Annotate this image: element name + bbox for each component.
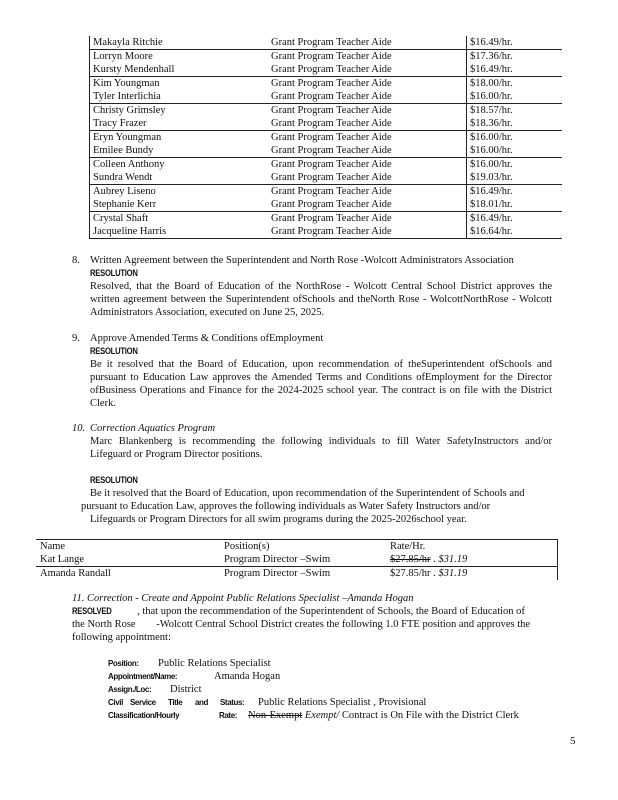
cell-rate: $16.49/hr. xyxy=(467,185,563,199)
table-row xyxy=(90,212,563,226)
item-title: Correction - Create and Appoint Public Relations Specialist –Amanda Hogan xyxy=(86,593,414,604)
grant-aide-staff-table xyxy=(89,36,562,239)
agenda-item-9 xyxy=(72,332,552,410)
table-row xyxy=(90,225,563,239)
cell-position: Grant Program Teacher Aide xyxy=(271,118,392,129)
cell-rate: $18.01/hr. xyxy=(467,198,563,212)
cell-position: Program Director –Swim xyxy=(220,567,386,581)
resolution-label: RESOLUTION xyxy=(90,346,138,356)
page-number: 5 xyxy=(570,735,576,747)
cell-name: Amanda Randall xyxy=(36,567,220,581)
resolved-line-2 xyxy=(72,618,530,631)
resolution-label-text: RESOLUTION xyxy=(90,475,138,485)
table-row xyxy=(90,90,563,104)
table-row xyxy=(90,77,563,91)
name-label: Appointment/Name: xyxy=(108,672,178,681)
rate-new: $31.19 xyxy=(438,554,468,565)
cell-position: Grant Program Teacher Aide xyxy=(271,64,392,75)
civil-label-word: Status: xyxy=(220,698,245,707)
resolution-text-line-2: pursuant to Education Law, approves the following individuals as Water Safety Instructors and/or xyxy=(81,501,491,512)
resolved-line-1 xyxy=(72,605,525,618)
header-position: Position(s) xyxy=(220,540,386,554)
classification-label: Classification/Hourly xyxy=(108,711,180,720)
table-row xyxy=(90,36,563,50)
table-header-row xyxy=(36,540,558,554)
agenda-item-11-title xyxy=(72,592,414,605)
resolved-text-2b: -Wolcott Central School District creates the following 1.0 FTE position and approves the xyxy=(156,619,531,630)
cell-name: Kim Youngman xyxy=(90,77,269,91)
item-number: 11. xyxy=(72,593,85,604)
cell-rate: $16.00/hr. xyxy=(467,90,563,104)
table-row xyxy=(90,144,563,158)
resolved-line-3: following appointment: xyxy=(72,632,171,643)
cell-name: Kursty Mendenhall xyxy=(90,63,269,77)
cell-rate xyxy=(386,567,558,581)
rate-sep: . xyxy=(430,554,439,565)
table-row xyxy=(90,198,563,212)
cell-position: Grant Program Teacher Aide xyxy=(268,185,467,199)
cell-rate: $18.36/hr. xyxy=(467,117,563,131)
resolution-text: Be it resolved that the Board of Education, upon recommendation of theSuperintendent ofSchools and pursuant to Education Law approves the Amended Terms and Conditions ofEmployment for the Director ofBusiness Operations and Finance for the 2024-2025 school year. The contract is on file with the District Clerk. xyxy=(90,359,552,409)
classification-row xyxy=(108,709,558,722)
assign-value: District xyxy=(170,684,202,695)
cell-name: Aubrey Liseno xyxy=(90,185,269,199)
cell-name: Christy Grimsley xyxy=(90,104,269,118)
cell-name: Colleen Anthony xyxy=(90,158,269,172)
cell-name: Makayla Ritchie xyxy=(90,36,269,50)
cell-rate xyxy=(386,553,558,567)
cell-position: Grant Program Teacher Aide xyxy=(268,77,467,91)
item-title: Correction Aquatics Program xyxy=(90,423,216,434)
classification-struck: Non-Exempt xyxy=(248,710,303,721)
cell-name: Lorryn Moore xyxy=(90,50,269,64)
civil-label-word: and xyxy=(195,698,209,707)
cell-rate: $17.36/hr. xyxy=(467,50,563,64)
table-row xyxy=(90,185,563,199)
resolved-label: RESOLVED xyxy=(72,606,112,616)
resolved-text-2a: the North Rose xyxy=(72,619,136,630)
assign-label: Assign./Loc: xyxy=(108,685,152,694)
cell-position: Program Director –Swim xyxy=(224,554,331,565)
table-row xyxy=(90,104,563,118)
cell-rate: $16.00/hr. xyxy=(467,144,563,158)
table-row xyxy=(90,131,563,145)
cell-position: Grant Program Teacher Aide xyxy=(271,37,392,48)
cell-position: Grant Program Teacher Aide xyxy=(271,91,392,102)
cell-name: Kat Lange xyxy=(40,554,85,565)
rate-new: $31.19 xyxy=(438,568,468,579)
appointment-name-row xyxy=(108,670,558,683)
resolved-text-1: , that upon the recommendation of the Superintendent of Schools, the Board of Education of xyxy=(137,606,525,617)
agenda-item-8 xyxy=(72,254,552,319)
aquatics-staff-table xyxy=(36,539,558,580)
cell-rate: $18.00/hr. xyxy=(467,77,563,91)
resolution-text: Resolved, that the Board of Education of the NorthRose - Wolcott Central School District approves the written agreement between the Superintendent ofSchools and theNorth Rose - WolcottNorthRose - Wolcott Administrators Association, executed on June 25, 2025. xyxy=(90,281,552,318)
classification-value xyxy=(248,709,519,722)
civil-label-word: Title xyxy=(168,698,183,707)
cell-position: Grant Program Teacher Aide xyxy=(268,50,467,64)
table-row xyxy=(90,171,563,185)
agenda-item-10 xyxy=(72,422,552,461)
table-row xyxy=(36,567,558,581)
item-title: Written Agreement between the Superintendent and North Rose -Wolcott Administrators Association xyxy=(90,255,514,266)
cell-rate: $16.49/hr. xyxy=(467,36,563,50)
cell-name: Tyler Interlichia xyxy=(90,90,269,104)
classification-new: Exempt/ xyxy=(304,710,340,721)
cell-position: Grant Program Teacher Aide xyxy=(268,212,467,226)
cell-rate: $16.00/hr. xyxy=(467,131,563,145)
rate-old: $27.85/hr xyxy=(390,554,431,565)
cell-rate: $19.03/hr. xyxy=(467,171,563,185)
cell-position: Grant Program Teacher Aide xyxy=(268,158,467,172)
item-number: 10. xyxy=(72,423,86,434)
resolution-label: RESOLUTION xyxy=(90,268,138,278)
item-number: 9. xyxy=(72,333,80,344)
cell-rate: $16.49/hr. xyxy=(467,212,563,226)
position-row xyxy=(108,657,558,670)
cell-rate: $16.00/hr. xyxy=(467,158,563,172)
item-number: 8. xyxy=(72,255,80,266)
civil-label-word: Civil xyxy=(108,698,123,707)
header-rate: Rate/Hr. xyxy=(386,540,558,554)
cell-name: Eryn Youngman xyxy=(90,131,269,145)
civil-label-word: Service xyxy=(130,698,156,707)
resolution-label xyxy=(90,474,146,487)
item-title: Approve Amended Terms & Conditions ofEmployment xyxy=(90,333,324,344)
cell-name: Stephanie Kerr xyxy=(90,198,269,212)
table-row xyxy=(90,63,563,77)
rate-old: $27.85/hr xyxy=(390,568,431,579)
cell-position: Grant Program Teacher Aide xyxy=(271,172,392,183)
cell-name: Tracy Frazer xyxy=(90,117,269,131)
civil-service-row xyxy=(108,696,558,709)
appointment-details xyxy=(108,657,558,722)
name-value: Amanda Hogan xyxy=(214,671,281,682)
civil-value: Public Relations Specialist , Provisional xyxy=(258,697,427,708)
position-value: Public Relations Specialist xyxy=(158,658,271,669)
position-label: Position: xyxy=(108,659,139,668)
table-row xyxy=(90,50,563,64)
table-row xyxy=(90,158,563,172)
cell-position: Grant Program Teacher Aide xyxy=(268,131,467,145)
cell-rate: $16.49/hr. xyxy=(467,63,563,77)
cell-rate: $18.57/hr. xyxy=(467,104,563,118)
cell-rate: $16.64/hr. xyxy=(467,225,563,239)
cell-position: Grant Program Teacher Aide xyxy=(268,104,467,118)
cell-name: Jacqueline Harris xyxy=(90,225,269,239)
cell-position: Grant Program Teacher Aide xyxy=(271,199,392,210)
cell-name: Crystal Shaft xyxy=(90,212,269,226)
resolution-text-line-3: Lifeguards or Program Directors for all swim programs during the 2025-2026school year. xyxy=(90,514,467,525)
table-row xyxy=(36,553,558,567)
classification-rest: Contract is On File with the District Clerk xyxy=(341,710,519,721)
cell-name: Emilee Bundy xyxy=(90,144,269,158)
cell-position: Grant Program Teacher Aide xyxy=(268,225,467,239)
rate-sep: . xyxy=(430,568,439,579)
resolution-text-line-1: Be it resolved that the Board of Education, upon recommendation of the Superintendent of Schools and xyxy=(90,488,525,499)
item-intro: Marc Blankenberg is recommending the following individuals to fill Water SafetyInstructors and/or Lifeguard or Program Director positions. xyxy=(90,436,552,460)
cell-name: Sundra Wendt xyxy=(90,171,269,185)
cell-position: Grant Program Teacher Aide xyxy=(271,145,392,156)
assign-row xyxy=(108,683,558,696)
header-name: Name xyxy=(36,540,220,554)
rate-label: Rate: xyxy=(219,711,238,720)
table-row xyxy=(90,117,563,131)
